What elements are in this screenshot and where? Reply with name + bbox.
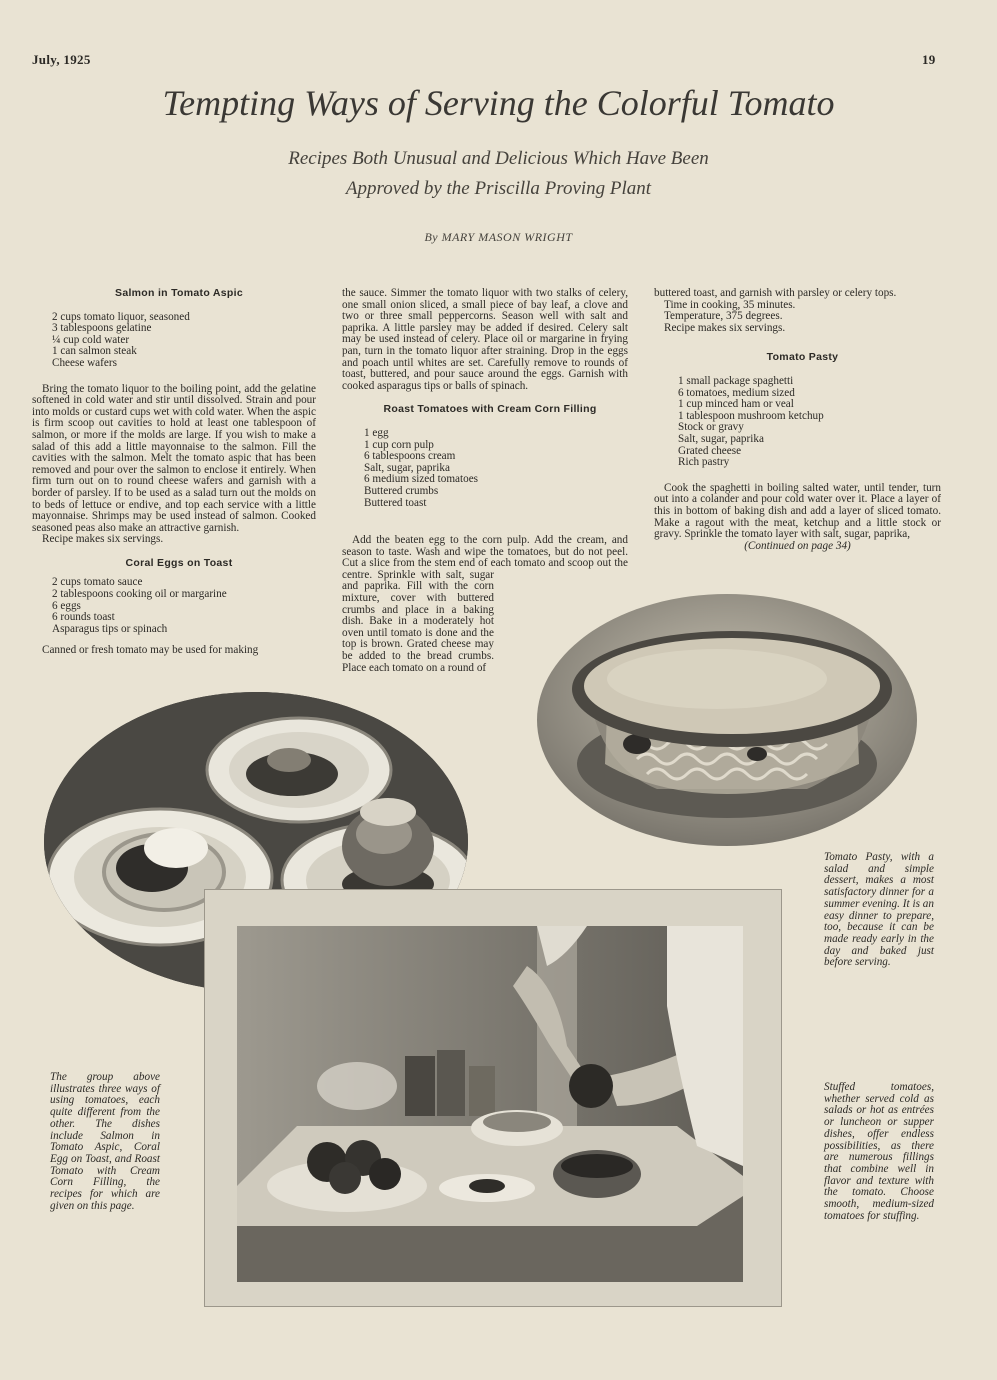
ingredients-salmon [52, 312, 316, 370]
byline-prefix: By [424, 230, 439, 244]
recipe-title-coral: Coral Eggs on Toast [125, 556, 233, 569]
issue-date: July, 1925 [32, 52, 91, 67]
recipe-title-pasty: Tomato Pasty [766, 351, 839, 364]
ingredient: Buttered toast [364, 496, 427, 509]
ingredients-coral [52, 577, 316, 635]
ingredient: 6 medium sized tomatoes [364, 473, 479, 486]
byline [0, 230, 997, 245]
ingredient: Salt, sugar, paprika [678, 432, 764, 445]
ingredient: Stock or gravy [678, 421, 744, 434]
ingredient: Asparagus tips or spinach [52, 622, 168, 635]
ingredient: Salt, sugar, paprika [364, 461, 450, 474]
recipe-title-salmon: Salmon in Tomato Aspic [115, 287, 243, 299]
ingredient: 1 egg [364, 426, 389, 439]
byline-author: MARY MASON WRIGHT [441, 230, 573, 244]
method-coral-start: Canned or fresh tomato may be used for making [42, 644, 259, 657]
ingredient: 1 tablespoon mushroom ketchup [678, 409, 824, 422]
method-coral-continued: the sauce. Simmer the tomato liquor with two stalks of celery, one small onion sliced, a small piece of bay leaf, a clove and two or three small peppercorns. Season well with salt and paprika. A little parsley may be added if desired. Celery salt may be used instead of celery. Place oil or margarine in frying pan, turn in the tomato liquor after straining. Drop in the eggs and poach until whites are set. Carefully remove to rounds of toast, buttered, and pour sauce around the eggs. Garnish with cooked asparagus tips or balls of spinach. [342, 287, 628, 392]
ingredient: 3 tablespoons gelatine [52, 322, 152, 335]
ingredient: 1 can salmon steak [52, 345, 137, 358]
column-3 [654, 288, 941, 552]
ingredient: 2 cups tomato sauce [52, 576, 143, 589]
photo-kitchen-stuffing [204, 889, 782, 1307]
ingredient: Buttered crumbs [364, 484, 439, 497]
caption-stuffed: Stuffed tomatoes, whether served cold as salads or hot as entrées or luncheon or supper dishes, offer endless possibilities, as there are numerous fillings that combine well in flavor and texture with the tomato. Choose smooth, medium-sized tomatoes for stuffing. [824, 1081, 934, 1222]
roast-time: Time in cooking, 35 minutes. [664, 298, 796, 311]
roast-temperature: Temperature, 375 degrees. [664, 310, 783, 323]
ingredient: 1 cup minced ham or veal [678, 398, 794, 411]
method-salmon: Bring the tomato liquor to the boiling point, add the gelatine softened in cold water and stir until dissolved. Strain and pour into molds or custard cups wet with cold water. When the aspic is firm scoop out cavities to hold at least one tablespoon of salmon, or more if the molds are large. If you wish to make a salad of this add a little mayonnaise to the salmon. Fill the cavities with the salmon. Melt the tomato aspic that has been removed and pour over the salmon to enclose it entirely. When firm turn out on to round cheese wafers and garnish with a border of parsley. If to be used as a salad turn out the molds on to beds of lettuce or endive, and top each service with a little mayonnaise. Shrimps may be used instead of salmon. Cooked seasoned peas also make an attractive garnish. [32, 382, 316, 534]
ingredient: 6 tomatoes, medium sized [678, 386, 795, 399]
method-pasty: Cook the spaghetti in boiling salted water, until tender, turn out into a colander and pour cold water over it. Place a layer of this in bottom of baking dish and add a layer of sliced tomato. Make a ragout with the meat, ketchup and a little stock or gravy. Sprinkle the tomato layer with salt, sugar, paprika, [654, 481, 941, 541]
method-roast-continued: buttered toast, and garnish with parsley or celery tops. [654, 287, 897, 299]
column-2 [342, 288, 628, 509]
article-title: Tempting Ways of Serving the Colorful Tomato [162, 83, 835, 123]
subtitle-line-1: Recipes Both Unusual and Delicious Which Have Been [288, 148, 709, 169]
recipe-title-roast: Roast Tomatoes with Cream Corn Filling [383, 403, 597, 416]
article-subtitle [150, 144, 847, 204]
continued-note: (Continued on page 34) [744, 539, 851, 552]
ingredient: 1 cup corn pulp [364, 438, 434, 451]
subtitle-line-2: Approved by the Priscilla Proving Plant [345, 178, 652, 199]
ingredient: 1 small package spaghetti [678, 374, 794, 387]
ingredient: 6 tablespoons cream [364, 450, 456, 463]
ingredient: Rich pastry [678, 456, 730, 469]
photo-tomato-pasty [537, 594, 917, 846]
ingredient: ¼ cup cold water [52, 333, 130, 346]
ingredient: 2 cups tomato liquor, seasoned [52, 310, 190, 323]
page-number: 19 [922, 52, 936, 67]
ingredient: 6 eggs [52, 599, 81, 612]
method-roast: Add the beaten egg to the corn pulp. Add the cream, and season to taste. Wash and wipe the tomatoes, but do not peel. Cut a slice from the stem end of each tomato and scoop out the centre. Sprinkle with salt, sugar and paprika. Fill with the corn mixture, cover with buttered crumbs and place in a baking dish. Bake in a moderately hot oven until tomato is done and the top is brown. Grated cheese may be added to the bread crumbs. Place each tomato on a round of [342, 535, 628, 674]
caption-group: The group above illustrates three ways of using tomatoes, each quite different from the other. The dishes include Salmon in Tomato Aspic, Coral Egg on Toast, and Roast Tomato with Cream Corn Filling, the recipes for which are given on this page. [50, 1071, 160, 1212]
ingredient: Grated cheese [678, 444, 742, 457]
ingredient: 6 rounds toast [52, 611, 115, 624]
yield-roast: Recipe makes six servings. [664, 321, 786, 334]
ingredient: Cheese wafers [52, 356, 117, 369]
ingredient: 2 tablespoons cooking oil or margarine [52, 588, 227, 601]
column-1 [32, 288, 316, 657]
ingredients-pasty [678, 376, 941, 469]
caption-pasty: Tomato Pasty, with a salad and simple dessert, makes a most satisfactory dinner for a summer evening. It is an easy dinner to prepare, too, because it can be made ready early in the day and baked just before serving. [824, 851, 934, 969]
yield-salmon: Recipe makes six servings. [42, 533, 164, 546]
ingredients-roast [364, 428, 628, 509]
